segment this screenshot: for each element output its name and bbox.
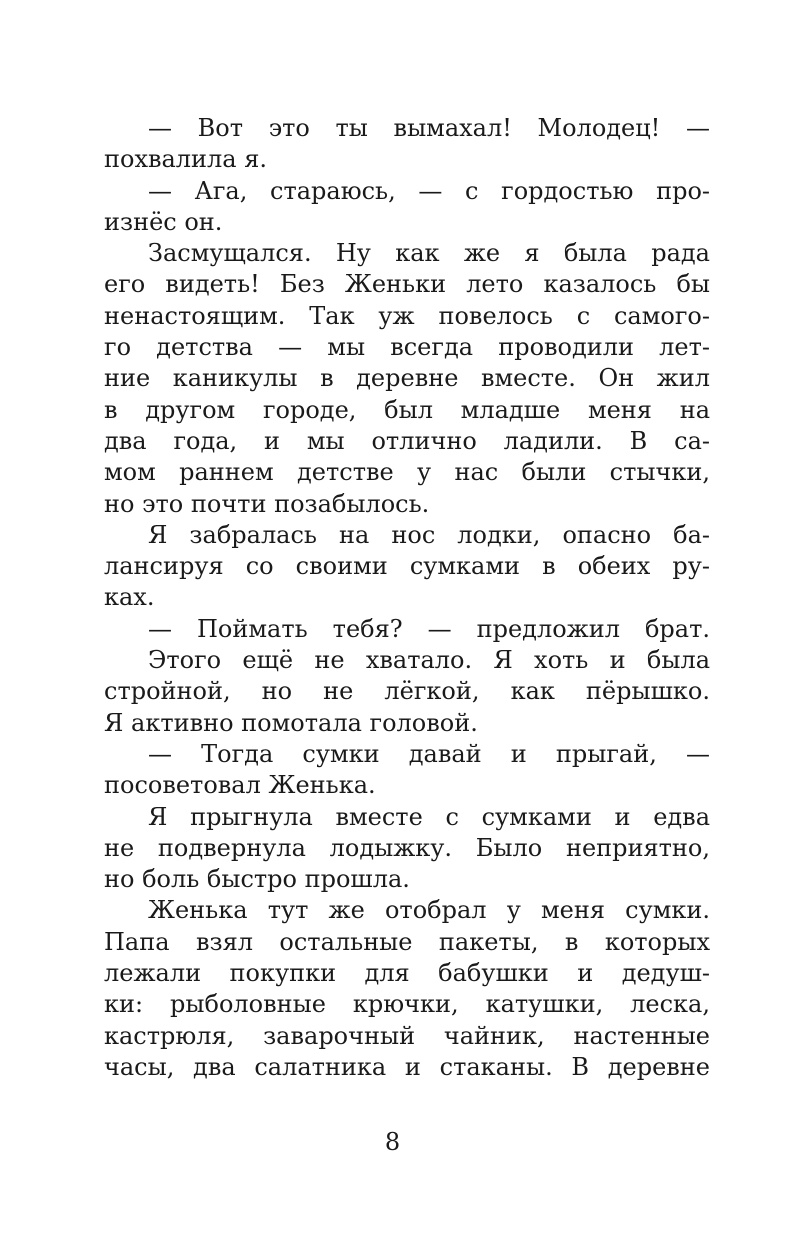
- text-line: Я активно помотала головой.: [104, 708, 478, 737]
- text-line: лежали покупки для бабушки и дедуш-: [104, 959, 710, 988]
- text-line: — Вот это ты вымахал! Молодец! —: [148, 114, 710, 142]
- page-text: [104, 113, 710, 1083]
- text-line: кастрюля, заварочный чайник, настенные: [104, 1021, 710, 1050]
- text-line: — Тогда сумки давай и прыгай, —: [148, 739, 710, 768]
- text-line: — Поймать тебя? — предложил брат.: [148, 614, 710, 643]
- text-line: ненастоящим. Так уж повелось с самого-: [104, 301, 710, 330]
- text-line: Засмущался. Ну как же я была рада: [148, 239, 710, 268]
- text-line: часы, два салатника и стаканы. В деревне: [104, 1052, 710, 1081]
- text-line: Я забралась на нос лодки, опасно ба-: [148, 520, 710, 549]
- text-line: ках.: [104, 583, 155, 612]
- text-line: Этого ещё не хватало. Я хоть и была: [148, 646, 710, 675]
- text-line: мом раннем детстве у нас были стычки,: [104, 458, 710, 487]
- text-line: ки: рыболовные крючки, катушки, леска,: [104, 990, 710, 1019]
- text-line: Женька тут же отобрал у меня сумки.: [148, 896, 710, 925]
- text-line: изнёс он.: [104, 207, 223, 236]
- text-line: Я прыгнула вместе с сумками и едва: [148, 802, 710, 831]
- text-line: не подвернула лодыжку. Было неприятно,: [104, 833, 710, 862]
- text-line: стройной, но не лёгкой, как пёрышко.: [104, 677, 710, 706]
- text-line: го детства — мы всегда проводили лет-: [104, 333, 710, 362]
- text-line: в другом городе, был младше меня на: [104, 395, 710, 424]
- text-line: два года, и мы отлично ладили. В са-: [104, 426, 710, 455]
- text-line: ние каникулы в деревне вместе. Он жил: [104, 364, 710, 393]
- text-line: Папа взял остальные пакеты, в которых: [104, 927, 710, 956]
- text-line: посоветовал Женька.: [104, 771, 376, 800]
- text-line: но боль быстро прошла.: [104, 865, 410, 894]
- text-line: но это почти позабылось.: [104, 489, 430, 518]
- text-line: похвалила я.: [104, 145, 267, 174]
- text-line: лансируя со своими сумками в обеих ру-: [104, 552, 710, 581]
- page-number: 8: [384, 1128, 401, 1156]
- text-line: его видеть! Без Женьки лето казалось бы: [104, 270, 710, 299]
- text-line: — Ага, стараюсь, — с гордостью про-: [148, 176, 710, 205]
